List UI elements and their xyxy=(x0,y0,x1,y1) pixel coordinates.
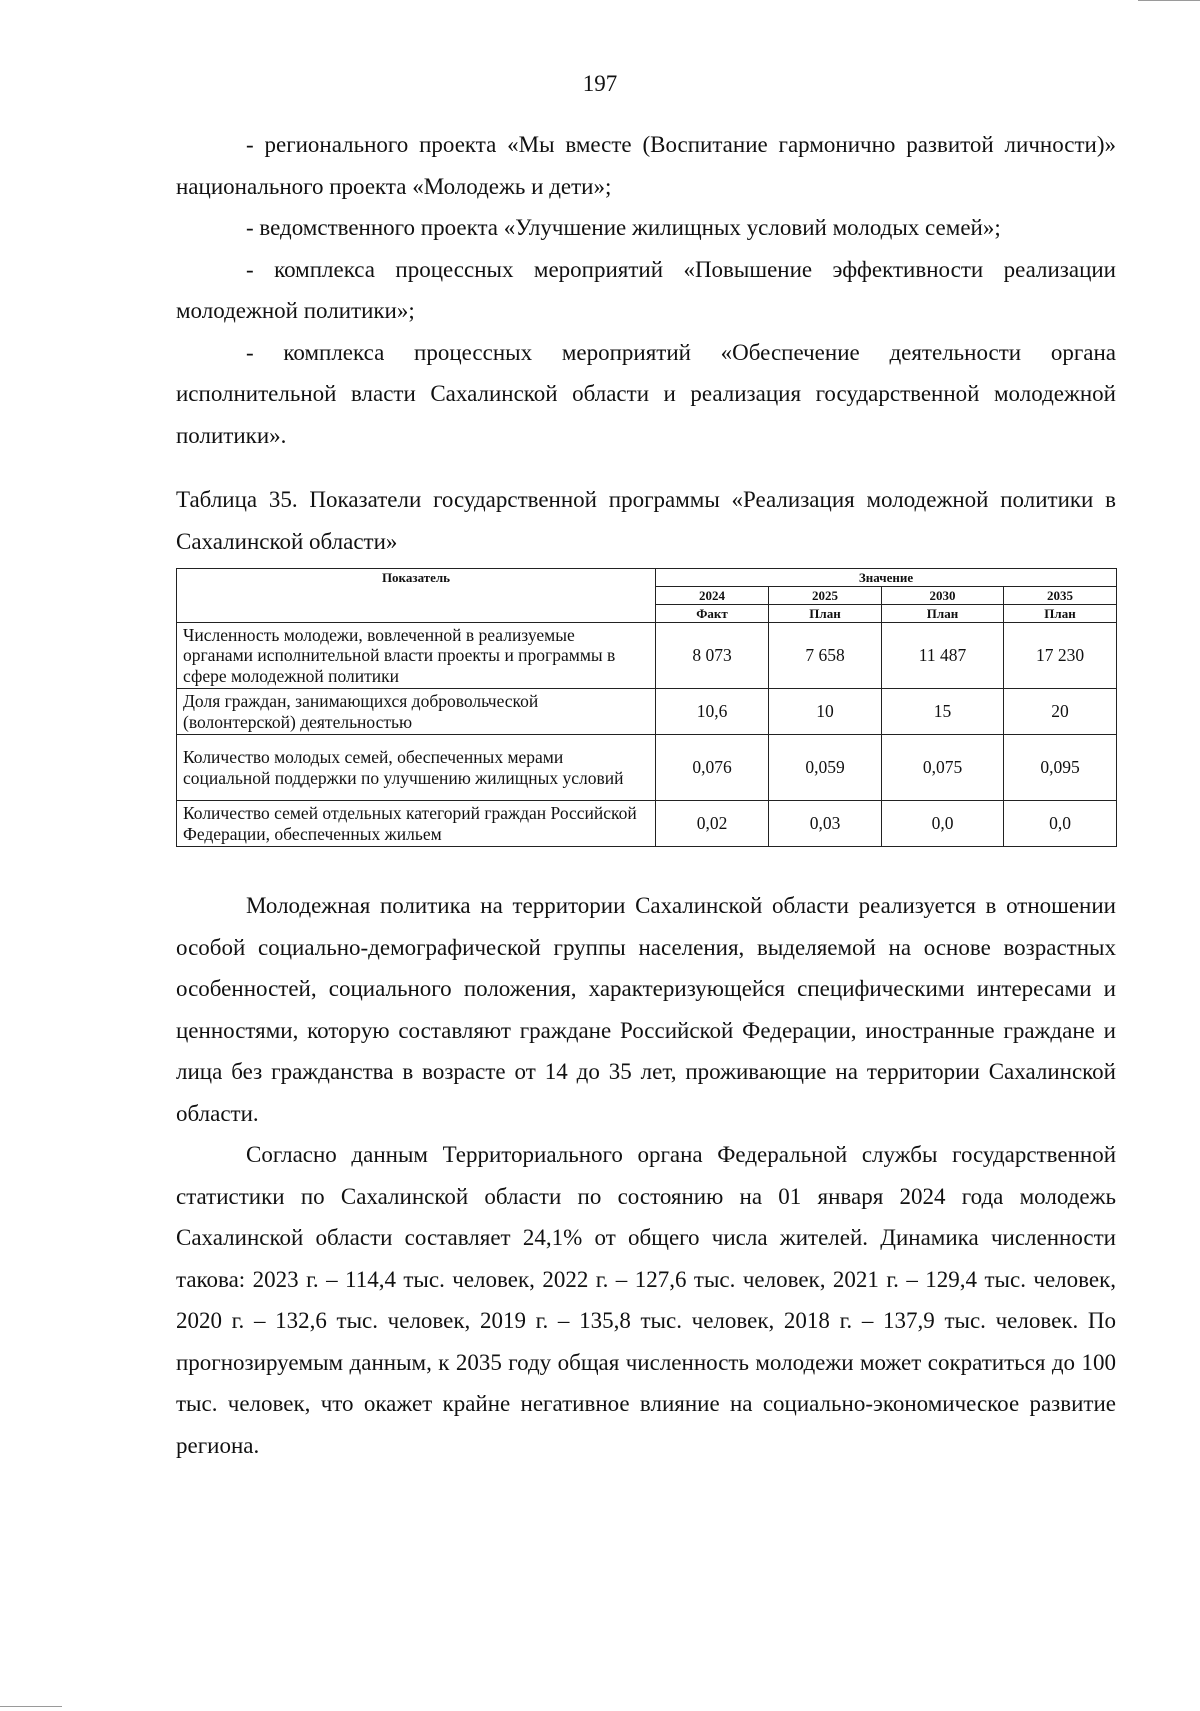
cell-value: 10,6 xyxy=(656,689,769,735)
cell-value: 11 487 xyxy=(882,623,1004,689)
kind-header: Факт xyxy=(656,605,769,623)
intro-item: - ведомственного проекта «Улучшение жилищных условий молодых семей»; xyxy=(246,215,1001,240)
intro-item: - комплекса процессных мероприятий «Повышение эффективности реализации молодежной политики»; xyxy=(176,256,1116,323)
table-row xyxy=(177,623,1117,689)
cell-value: 10 xyxy=(769,689,882,735)
kind-header: План xyxy=(1004,605,1117,623)
scan-edge-mark xyxy=(1138,0,1200,1)
cell-value: 0,02 xyxy=(656,801,769,847)
cell-value: 0,095 xyxy=(1004,735,1117,801)
year-header: 2030 xyxy=(882,587,1004,605)
year-header: 2025 xyxy=(769,587,882,605)
body-paragraph: Согласно данным Территориального органа Федеральной службы государственной статистики по Сахалинской области по состоянию на 01 января 2024 года молодежь Сахалинской области составляет 24,1% от общего числа жителей. Динамика численности такова: 2023 г. – 114,4 тыс. человек, 2022 г. – 127,6 тыс. человек, 2021 г. – 129,4 тыс. человек, 2020 г. – 132,6 тыс. человек, 2019 г. – 135,8 тыс. человек, 2018 г. – 137,9 тыс. человек. По прогнозируемым данным, к 2035 году общая численность молодежи может сократиться до 100 тыс. человек, что окажет крайне негативное влияние на социально-экономическое развитие региона. xyxy=(176,1142,1116,1458)
intro-item: - комплекса процессных мероприятий «Обеспечение деятельности органа исполнительной власти Сахалинской области и реализация государственной молодежной политики». xyxy=(176,339,1116,448)
cell-value: 7 658 xyxy=(769,623,882,689)
page-number: 197 xyxy=(582,71,618,96)
indicators-table xyxy=(176,568,1117,847)
kind-header: План xyxy=(882,605,1004,623)
table-header-row xyxy=(177,569,1117,587)
row-label: Количество молодых семей, обеспеченных мерами социальной поддержки по улучшению жилищных условий xyxy=(177,735,656,801)
body-text xyxy=(176,885,1116,1466)
cell-value: 0,075 xyxy=(882,735,1004,801)
indicator-header: Показатель xyxy=(177,569,656,623)
row-label: Доля граждан, занимающихся добровольческой (волонтерской) деятельностью xyxy=(177,689,656,735)
cell-value: 0,076 xyxy=(656,735,769,801)
cell-value: 0,0 xyxy=(882,801,1004,847)
value-header: Значение xyxy=(656,569,1117,587)
table-row xyxy=(177,735,1117,801)
cell-value: 8 073 xyxy=(656,623,769,689)
table-caption: Таблица 35. Показатели государственной программы «Реализация молодежной политики в Сахалинской области» xyxy=(176,487,1116,554)
table-row xyxy=(177,689,1117,735)
cell-value: 0,059 xyxy=(769,735,882,801)
year-header: 2035 xyxy=(1004,587,1117,605)
intro-item: - регионального проекта «Мы вместе (Воспитание гармонично развитой личности)» национального проекта «Молодежь и дети»; xyxy=(176,132,1116,199)
row-label: Количество семей отдельных категорий граждан Российской Федерации, обеспеченных жильем xyxy=(177,801,656,847)
cell-value: 0,0 xyxy=(1004,801,1117,847)
row-label: Численность молодежи, вовлеченной в реализуемые органами исполнительной власти проекты и программы в сфере молодежной политики xyxy=(177,623,656,689)
cell-value: 0,03 xyxy=(769,801,882,847)
intro-list xyxy=(176,124,1116,456)
cell-value: 17 230 xyxy=(1004,623,1117,689)
cell-value: 15 xyxy=(882,689,1004,735)
cell-value: 20 xyxy=(1004,689,1117,735)
body-paragraph: Молодежная политика на территории Сахалинской области реализуется в отношении особой социально-демографической группы населения, выделяемой на основе возрастных особенностей, социального положения, характеризующейся специфическими интересами и ценностями, которую составляют граждане Российской Федерации, иностранные граждане и лица без гражданства в возрасте от 14 до 35 лет, проживающие на территории Сахалинской области. xyxy=(176,893,1116,1126)
kind-header: План xyxy=(769,605,882,623)
table-row xyxy=(177,801,1117,847)
year-header: 2024 xyxy=(656,587,769,605)
scan-edge-mark xyxy=(0,1706,62,1707)
